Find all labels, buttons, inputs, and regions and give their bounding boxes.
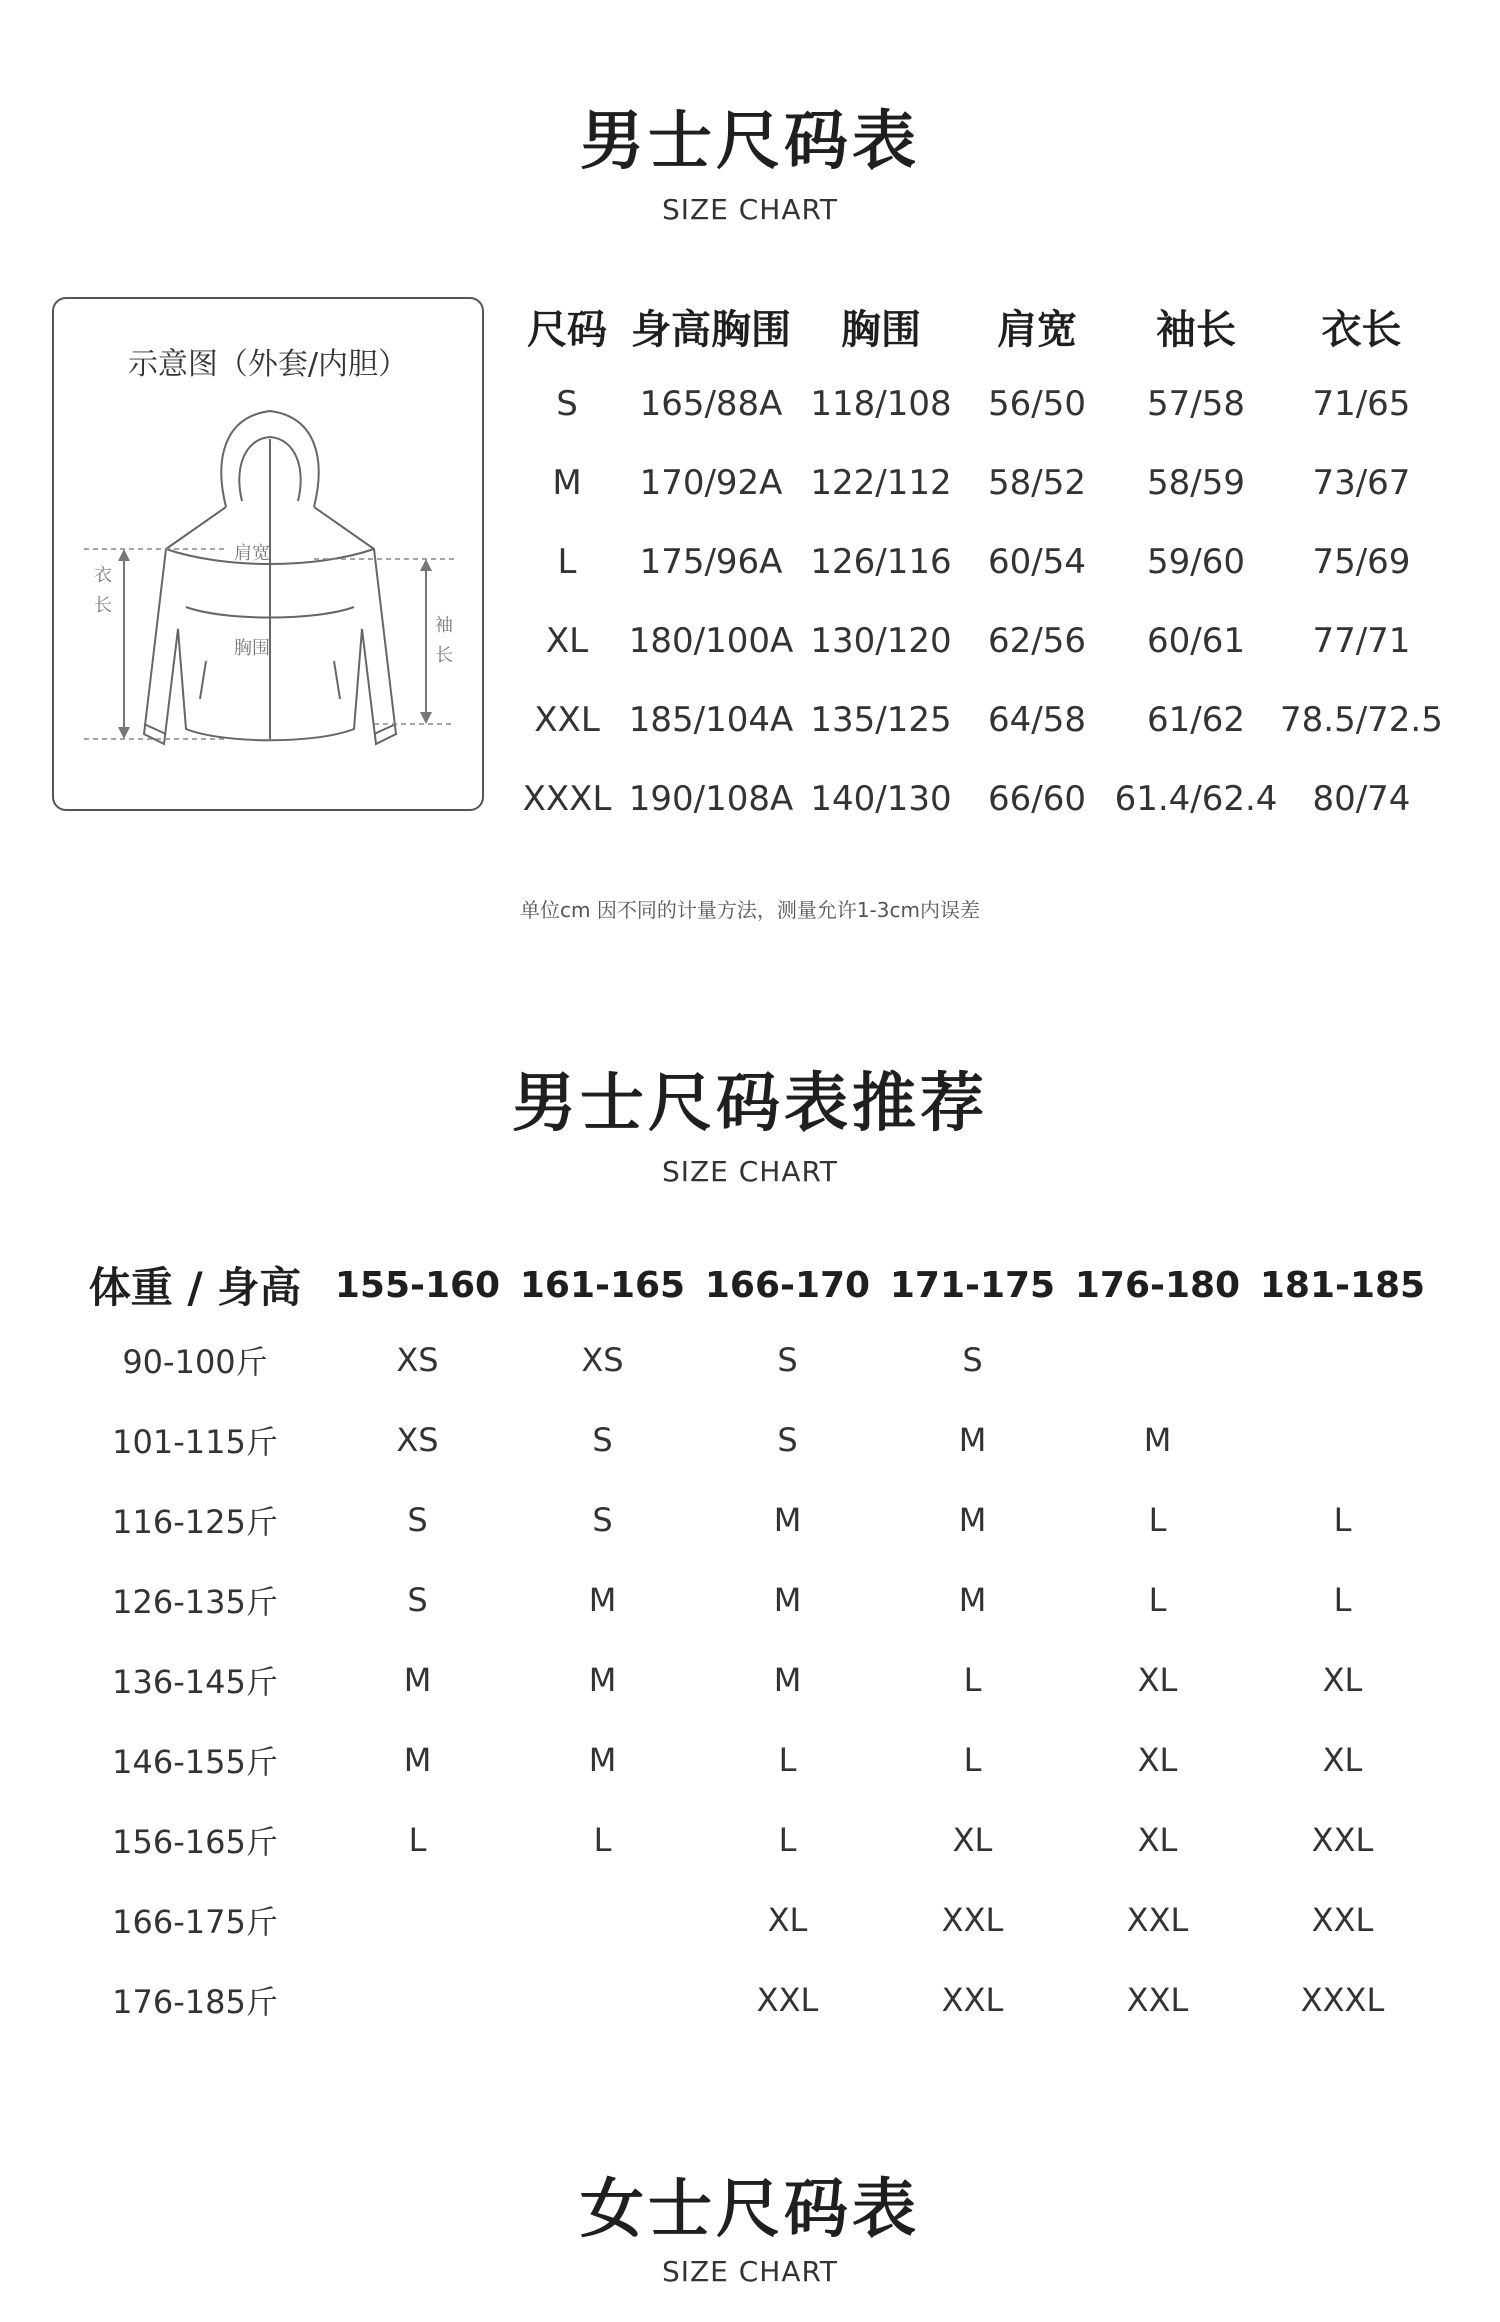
table-row [65,1560,1435,1640]
size-cell: XL [1322,1661,1363,1699]
height-chest-cell: 175/96A [639,541,783,582]
men-chart-title: 男士尺码表 [580,105,920,179]
size-cell: S [592,1421,613,1459]
jacket-diagram-icon [74,399,466,779]
size-cell: XL [1137,1821,1178,1859]
men-size-table [512,288,1443,838]
size-cell: XXL [941,1901,1004,1939]
weight-range-cell: 90-100斤 [122,1343,268,1381]
size-cell [510,1880,695,1960]
size-cell: XXL [1126,1981,1189,2019]
header-height-chest: 身高胸围 [631,306,791,353]
header-height-range: 161-165 [519,1264,686,1306]
weight-range-cell: 176-185斤 [112,1983,278,2021]
men-recommend-title: 男士尺码表推荐 [512,1067,988,1141]
weight-range-cell: 101-115斤 [112,1423,278,1461]
chest-cell: 135/125 [810,699,952,740]
height-chest-cell: 170/92A [639,462,783,503]
shoulder-cell: 60/54 [988,541,1086,582]
size-cell: L [408,1821,427,1859]
weight-range-cell: 126-135斤 [112,1583,278,1621]
sleeve-cell: 60/61 [1147,620,1245,661]
header-weight-height: 体重 / 身高 [88,1263,302,1312]
height-chest-cell: 180/100A [628,620,794,661]
size-cell: XXL [1311,1821,1374,1859]
size-cell: L [963,1741,982,1779]
women-chart-subtitle: SIZE CHART [661,2255,839,2288]
size-cell: M [1143,1421,1172,1459]
header-height-range: 176-180 [1074,1264,1241,1306]
chest-cell: 140/130 [810,778,952,819]
table-row [512,759,1443,838]
size-cell: XS [581,1341,624,1379]
size-cell: L [1333,1581,1352,1619]
sleeve-cell: 57/58 [1147,383,1245,424]
table-row [65,1480,1435,1560]
size-cell: S [777,1341,798,1379]
size-cell: S [556,383,578,424]
length-cell: 77/71 [1312,620,1411,661]
size-cell: M [773,1581,802,1619]
chest-cell: 118/108 [810,383,952,424]
size-cell: XL [767,1901,808,1939]
shoulder-cell: 62/56 [988,620,1086,661]
size-cell: L [778,1821,797,1859]
sleeve-cell: 61/62 [1147,699,1245,740]
table-row [65,1320,1435,1400]
size-cell: S [407,1501,428,1539]
length-cell: 71/65 [1312,383,1411,424]
size-cell: M [552,462,582,503]
shoulder-cell: 66/60 [988,778,1086,819]
table-row [65,1720,1435,1800]
size-cell: XXL [534,699,600,740]
size-cell: S [962,1341,983,1379]
size-cell [1065,1320,1250,1400]
size-cell: M [403,1661,432,1699]
size-cell: XXL [756,1981,819,2019]
men-chart-subtitle: SIZE CHART [661,193,839,226]
size-cell [1250,1400,1435,1480]
chest-cell: 126/116 [810,541,952,582]
size-cell [325,1960,510,2040]
size-cell: L [778,1741,797,1779]
size-cell: S [777,1421,798,1459]
women-chart-title: 女士尺码表 [580,2173,920,2247]
table-row [512,443,1443,522]
size-cell: M [588,1661,617,1699]
size-cell: XS [396,1421,439,1459]
sleeve-cell: 58/59 [1147,462,1245,503]
men-recommend-subtitle: SIZE CHART [661,1155,839,1188]
header-shoulder: 肩宽 [997,306,1077,353]
men-recommend-table [65,1250,1435,2040]
chest-label: 胸围 [234,638,270,659]
size-cell: L [593,1821,612,1859]
weight-range-cell: 166-175斤 [112,1903,278,1941]
height-chest-cell: 185/104A [628,699,794,740]
size-cell: XXXL [522,778,612,819]
table-row [65,1800,1435,1880]
size-cell: XL [1137,1661,1178,1699]
size-cell: M [588,1581,617,1619]
table-row [512,680,1443,759]
chest-cell: 122/112 [810,462,952,503]
size-cell: L [1333,1501,1352,1539]
size-cell: S [592,1501,613,1539]
weight-range-cell: 116-125斤 [112,1503,278,1541]
length-cell: 80/74 [1312,778,1411,819]
header-height-range: 155-160 [334,1264,501,1306]
table-row [512,601,1443,680]
jacket-diagram-box [52,297,484,811]
header-size: 尺码 [527,306,607,353]
size-cell: XXXL [1300,1981,1385,2019]
size-cell: XL [545,620,589,661]
shoulder-cell: 64/58 [988,699,1086,740]
length-cell: 78.5/72.5 [1280,699,1443,740]
size-cell: XXL [941,1981,1004,2019]
shoulder-label: 肩宽 [234,543,270,564]
length-label: 衣长 [94,565,112,616]
size-cell: L [557,541,577,582]
table-row [65,1880,1435,1960]
size-cell: XL [952,1821,993,1859]
height-chest-cell: 165/88A [639,383,783,424]
diagram-title: 示意图（外套/内胆） [127,347,409,382]
size-cell: S [407,1581,428,1619]
weight-range-cell: 146-155斤 [112,1743,278,1781]
table-row [65,1960,1435,2040]
weight-range-cell: 136-145斤 [112,1663,278,1701]
header-length: 衣长 [1321,306,1402,353]
table-row [512,364,1443,443]
header-sleeve: 袖长 [1156,306,1236,353]
sleeve-cell: 59/60 [1147,541,1245,582]
header-height-range: 171-175 [889,1264,1056,1306]
size-table-header-row [512,288,1443,364]
size-cell: M [773,1501,802,1539]
header-chest: 胸围 [841,306,921,353]
size-cell [325,1880,510,1960]
height-chest-cell: 190/108A [628,778,794,819]
header-height-range: 181-185 [1259,1264,1426,1306]
recommend-header-row [65,1250,1435,1320]
size-cell: M [403,1741,432,1779]
length-cell: 75/69 [1312,541,1411,582]
weight-range-cell: 156-165斤 [112,1823,278,1861]
table-row [65,1400,1435,1480]
measurement-note: 单位cm 因不同的计量方法，测量允许1-3cm内误差 [520,898,980,922]
header-height-range: 166-170 [704,1264,871,1306]
size-cell: L [1148,1581,1167,1619]
size-cell: M [958,1501,987,1539]
table-row [512,522,1443,601]
size-cell: L [963,1661,982,1699]
size-cell: XXL [1126,1901,1189,1939]
shoulder-cell: 58/52 [988,462,1086,503]
size-cell: M [773,1661,802,1699]
size-cell: M [588,1741,617,1779]
shoulder-cell: 56/50 [988,383,1086,424]
size-cell: M [958,1581,987,1619]
size-cell: XL [1137,1741,1178,1779]
size-cell: XS [396,1341,439,1379]
length-cell: 73/67 [1312,462,1411,503]
chest-cell: 130/120 [810,620,952,661]
sleeve-label: 袖长 [435,615,453,666]
size-cell: L [1148,1501,1167,1539]
size-cell: XL [1322,1741,1363,1779]
size-cell [510,1960,695,2040]
size-cell: XXL [1311,1901,1374,1939]
size-cell: M [958,1421,987,1459]
sleeve-cell: 61.4/62.4 [1114,778,1278,819]
size-cell [1250,1320,1435,1400]
table-row [65,1640,1435,1720]
